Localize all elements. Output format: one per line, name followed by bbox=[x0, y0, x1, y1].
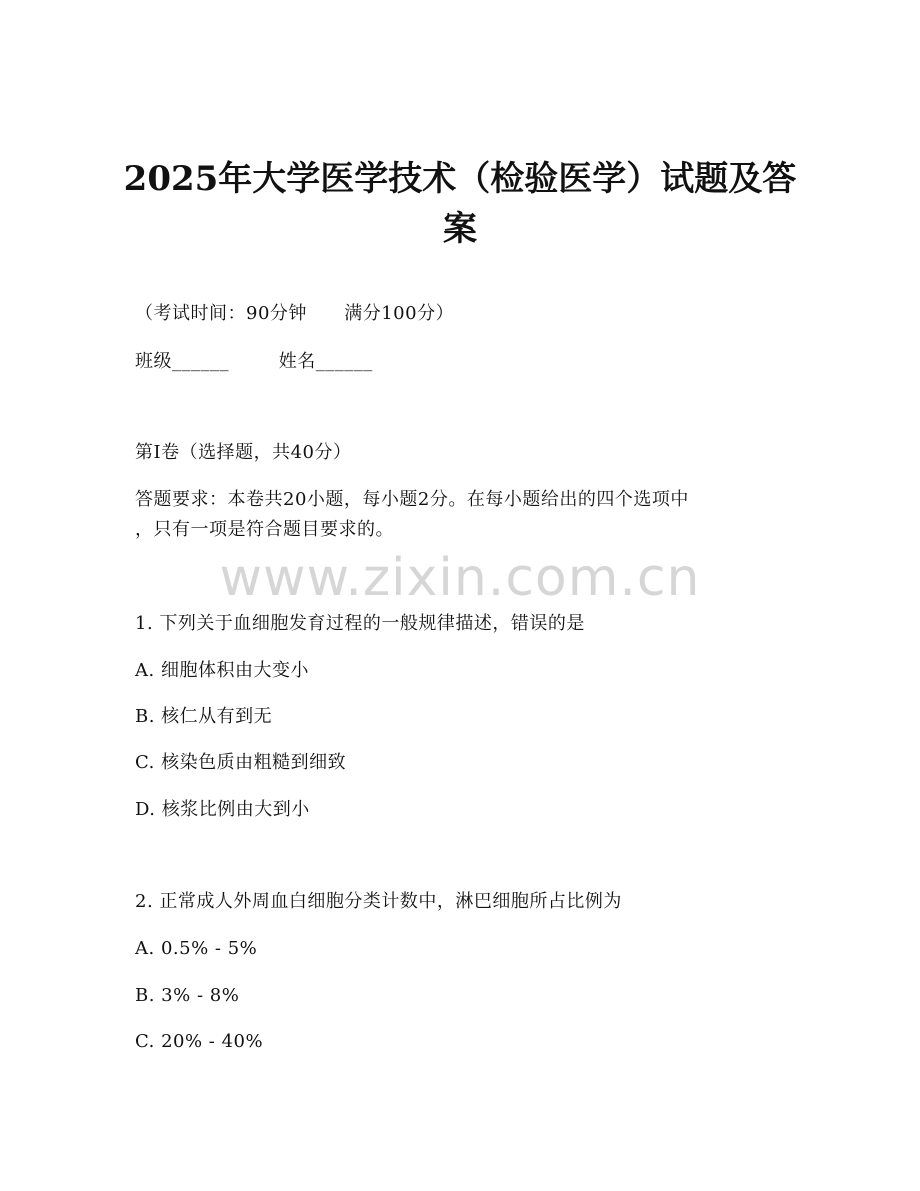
question-stem: 1. 下列关于血细胞发育过程的一般规律描述，错误的是 bbox=[135, 613, 585, 634]
question-option: D. 核浆比例由大到小 bbox=[135, 799, 310, 820]
section-header: 第I卷（选择题，共40分） bbox=[135, 442, 352, 463]
instructions-continuation: ，只有一项是符合题目要求的。 bbox=[135, 519, 394, 540]
document-title-continuation: 案 bbox=[443, 209, 477, 249]
watermark: www.zixin.com.cn bbox=[219, 548, 701, 608]
document-title: 2025年大学医学技术（检验医学）试题及答 bbox=[123, 159, 797, 199]
question-option: C. 20% - 40% bbox=[135, 1031, 264, 1052]
exam-info: （考试时间：90分钟 满分100分） bbox=[135, 303, 455, 324]
question-option: A. 细胞体积由大变小 bbox=[135, 660, 309, 681]
question-option: C. 核染色质由粗糙到细致 bbox=[135, 752, 347, 773]
class-name-fields: 班级______ 姓名______ bbox=[135, 351, 373, 372]
question-option: B. 核仁从有到无 bbox=[135, 706, 273, 727]
instructions: 答题要求：本卷共20小题，每小题2分。在每小题给出的四个选项中 bbox=[135, 489, 689, 510]
question-stem: 2. 正常成人外周血白细胞分类计数中，淋巴细胞所占比例为 bbox=[135, 891, 622, 912]
question-option: A. 0.5% - 5% bbox=[135, 938, 258, 959]
question-option: B. 3% - 8% bbox=[135, 985, 240, 1006]
